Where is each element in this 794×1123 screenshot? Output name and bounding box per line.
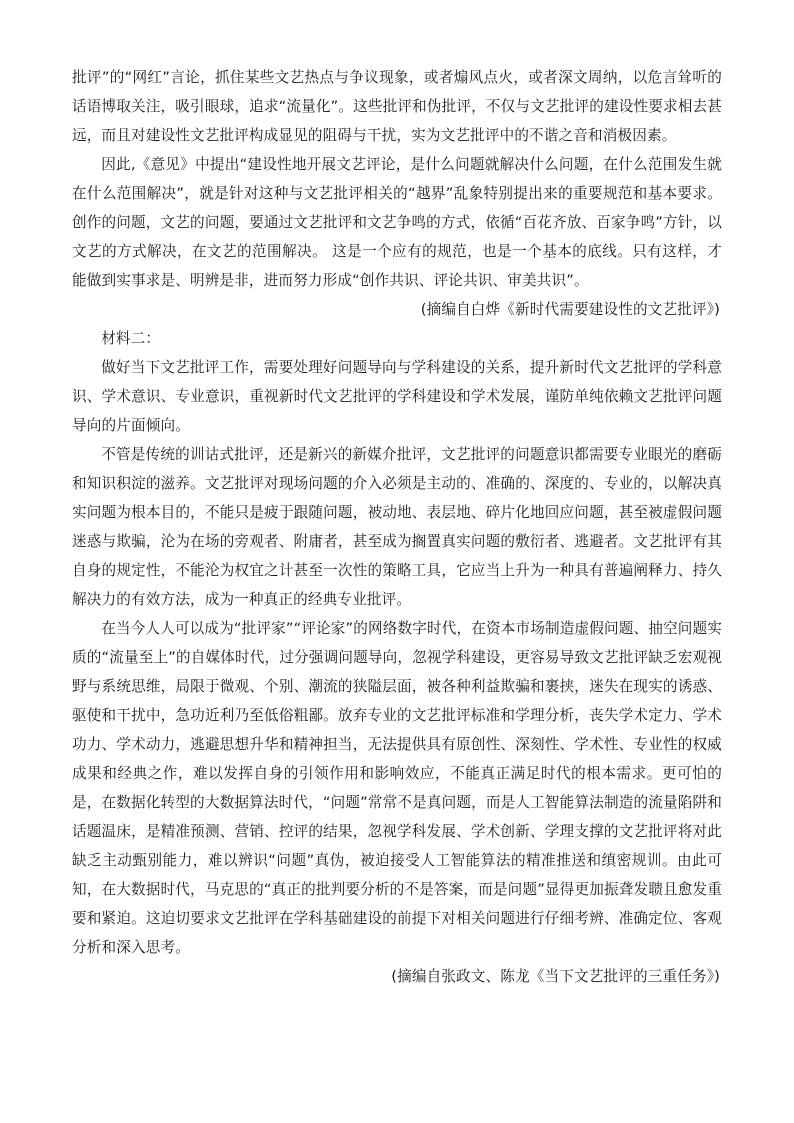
paragraph-yijian: 因此,《意见》中提出“建设性地开展文艺评论，是什么问题就解决什么问题，在什么范围发生就在什么范围解决”，就是针对这种与文艺批评相关的“越界”乱象特别提出来的重要规范和基本要求。创作的问题，文艺的问题，要通过文艺批评和文艺争鸣的方式，依循“百花齐放、百家争鸣”方针，以文艺的方式解决，在文艺的范围解决。 这是一个应有的规范，也是一个基本的底线。只有这样，才能做到实事求是、明辨是非，进而努力形成“创作共识、评论共识、审美共识”。 — [72, 156, 722, 289]
paragraph-digital-era: 在当今人人可以成为“批评家”“评论家”的网络数字时代，在资本市场制造虚假问题、抽空问题实质的“流量至上”的自媒体时代，过分强调问题导向，忽视学科建设，更容易导致文艺批评缺乏宏观视野与系统思维，局限于微观、个别、潮流的狭隘层面，被各种利益欺骗和裹挟，迷失在现实的诱惑、驱使和干扰中，急功近利乃至低俗粗鄙。放弃专业的文艺批评标准和学理分析，丧失学术定力、学术功力、学术动力，逃避思想升华和精神担当，无法提供具有原创性、深刻性、学术性、专业性的权威成果和经典之作，难以发挥自身的引领作用和影响效应，不能真正满足时代的根本需求。更可怕的是，在数据化转型的大数据算法时代，“问题”常常不是真问题，而是人工智能算法制造的流量陷阱和话题温床，是精准预测、营销、控评的结果，忽视学科发展、学术创新、学理支撑的文艺批评将对此缺乏主动甄别能力，难以辨识“问题”真伪，被迫接受人工智能算法的精准推送和缜密规训。由此可知，在大数据时代，马克思的“真正的批判要分析的不是答案，而是问题”显得更加振聋发聩且愈发重要和紧迫。这迫切要求文艺批评在学科基础建设的前提下对相关问题进行仔细考辨、准确定位、客观分析和深入思考。 — [72, 620, 722, 956]
paragraph-continued: 批评”的“网红”言论，抓住某些文艺热点与争议现象，或者煽风点火，或者深文周纳，以危言耸听的话语博取关注，吸引眼球，追求“流量化”。这些批评和伪批评，不仅与文艺批评的建设性要求相去甚远，而且对建设性文艺批评构成显见的阻碍与干扰，实为文艺批评中的不谐之音和消极因素。 — [72, 69, 722, 144]
document-page — [72, 63, 722, 991]
paragraph-professional-criticism: 不管是传统的训诂式批评，还是新兴的新媒介批评，文艺批评的问题意识都需要专业眼光的磨砺和知识积淀的滋养。文艺批评对现场问题的介入必须是主动的、准确的、深度的、专业的，以解决真实问题为根本目的，不能只是疲于跟随问题，被动地、表层地、碎片化地回应问题，甚至被虚假问题迷惑与欺骗，沦为在场的旁观者、附庸者，甚至成为搁置真实问题的敷衍者、逃避者。文艺批评有其自身的规定性，不能沦为权宜之计甚至一次性的策略工具，它应当上升为一种具有普遍阐释力、持久解决力的有效方法，成为一种真正的经典专业批评。 — [72, 446, 722, 608]
source-citation-2: (摘编自张政文、陈龙《当下文艺批评的三重任务》) — [391, 968, 720, 985]
source-citation-1: (摘编自白烨《新时代需要建设性的文艺批评》) — [420, 301, 720, 318]
paragraph-problem-oriented: 做好当下文艺批评工作，需要处理好问题导向与学科建设的关系，提升新时代文艺批评的学科意识、学术意识、专业意识，重视新时代文艺批评的学科建设和学术发展，谨防单纯依赖文艺批评问题导向的片面倾向。 — [72, 359, 722, 434]
material-two-label: 材料二： — [101, 330, 161, 347]
